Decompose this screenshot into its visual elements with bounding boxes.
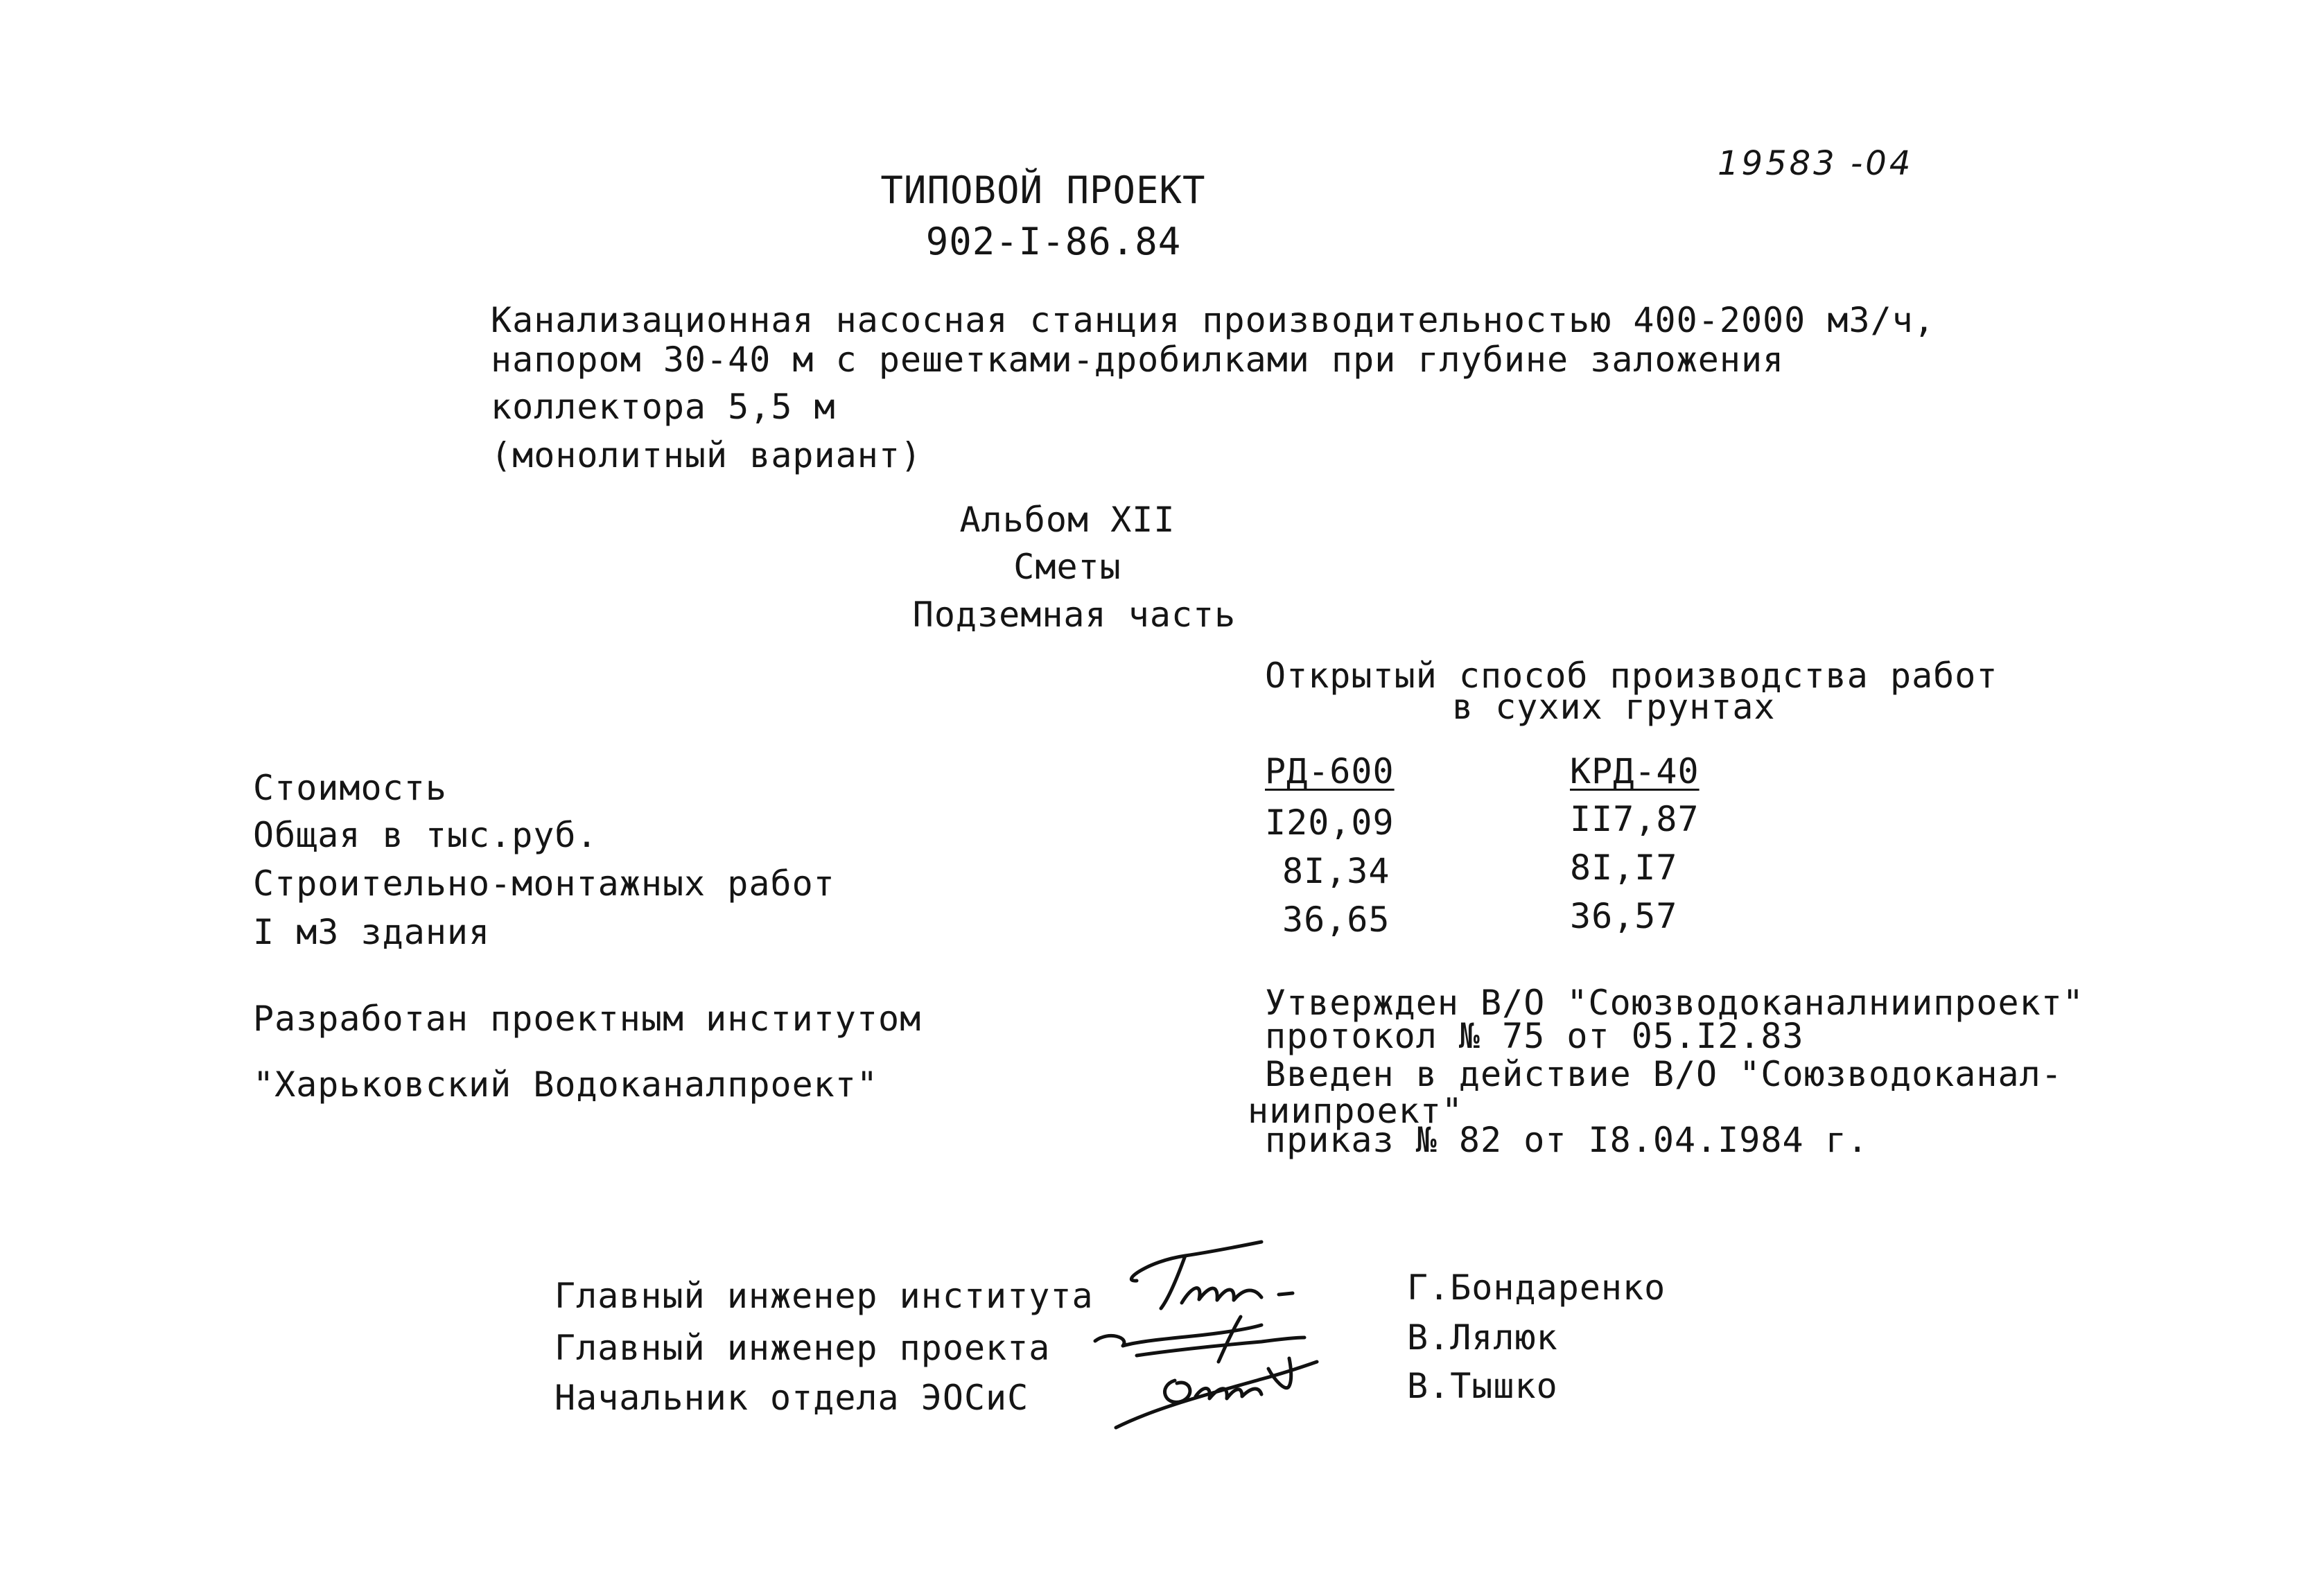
row-label: Общая в тыс.руб. xyxy=(253,815,598,855)
archive-number: 19583 -04 xyxy=(1718,144,1914,183)
project-number: 902-I-86.84 xyxy=(925,220,1182,263)
album-part: Подземная часть xyxy=(912,595,1237,635)
column-header: КРД-40 xyxy=(1570,751,1700,791)
table-cell: 36,57 xyxy=(1570,896,1678,936)
method-line: Открытый способ производства работ xyxy=(1265,656,1998,696)
signatory-position: Главный инженер института xyxy=(554,1276,1094,1316)
description-line: Канализационная насосная станция производительностью 400-2000 м3/ч, xyxy=(491,300,1935,340)
approval-line: ниипроект" xyxy=(1248,1091,1464,1131)
signatory-name: Г.Бондаренко xyxy=(1407,1268,1666,1308)
document-title: ТИПОВОЙ ПРОЕКТ xyxy=(880,168,1206,212)
approval-line: приказ № 82 от I8.04.I984 г. xyxy=(1265,1120,1869,1160)
row-label: I м3 здания xyxy=(253,912,491,952)
signature-lyalyuk xyxy=(1095,1317,1304,1362)
signatory-position: Главный инженер проекта xyxy=(554,1328,1051,1368)
album-title: Альбом XII xyxy=(959,500,1176,540)
table-cell: 8I,34 xyxy=(1282,851,1390,891)
album-subtitle: Сметы xyxy=(1013,547,1121,587)
signature-tyshko xyxy=(1116,1358,1317,1428)
signatory-position: Начальник отдела ЭОСиС xyxy=(554,1378,1029,1418)
signatory-name: В.Лялюк xyxy=(1407,1317,1558,1358)
description-line: напором 30-40 м с решетками-дробилками при глубине заложения xyxy=(491,340,1785,380)
signatory-name: В.Тышко xyxy=(1407,1366,1558,1406)
method-line: в сухих грунтах xyxy=(1452,687,1776,727)
column-header: РД-600 xyxy=(1265,751,1395,791)
description-line: коллектора 5,5 м xyxy=(491,387,836,427)
approval-line: протокол № 75 от 05.I2.83 xyxy=(1265,1016,1804,1056)
table-cell: I20,09 xyxy=(1265,803,1395,843)
table-cell: II7,87 xyxy=(1570,799,1700,839)
row-label: Стоимость xyxy=(253,768,447,808)
approval-line: Утвержден В/О "Союзводоканалниипроект" xyxy=(1265,983,2084,1023)
row-label: Строительно-монтажных работ xyxy=(253,863,835,904)
description-line: (монолитный вариант) xyxy=(491,435,923,475)
table-cell: 36,65 xyxy=(1282,900,1390,940)
handwritten-signatures xyxy=(1054,1220,1400,1441)
developer-line: Разработан проектным институтом xyxy=(253,999,922,1039)
signature-bondarenko xyxy=(1131,1242,1293,1308)
table-cell: 8I,I7 xyxy=(1570,848,1678,888)
approval-line: Введен в действие В/О "Союзводоканал- xyxy=(1265,1054,2063,1094)
developer-name: "Харьковский Водоканалпроект" xyxy=(253,1064,878,1105)
